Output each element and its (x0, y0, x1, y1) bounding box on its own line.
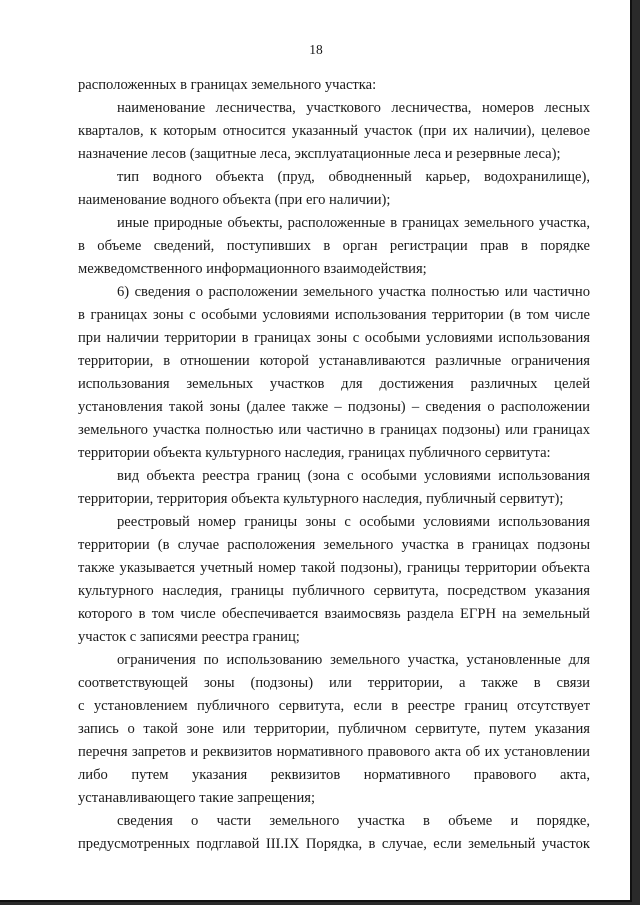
text-line: использования земельных участков для достижения различных целей (78, 376, 590, 392)
text-line: расположенных в границах земельного участка: (78, 77, 377, 93)
text-line: сведения о части земельного участка в объеме и порядке, (117, 813, 590, 829)
text-line: участок с записями реестра границ; (78, 629, 300, 645)
text-line: вид объекта реестра границ (зона с особыми условиями использования (117, 468, 590, 484)
text-line: наименование водного объекта (при его наличии); (78, 192, 391, 208)
text-line: территории (в случае расположения земельного участка в границах подзоны (78, 537, 590, 553)
text-line: тип водного объекта (пруд, обводненный карьер, водохранилище), (117, 169, 590, 185)
text-line: назначение лесов (защитные леса, эксплуатационные леса и резервные леса); (78, 146, 561, 162)
text-line: запись о такой зоне или территории, публичном сервитуте, путем указания (78, 721, 590, 737)
text-line: с установлением публичного сервитута, если в реестре границ отсутствует (78, 698, 590, 714)
text-line: при наличии территории в границах зоны с особыми условиями использования (78, 330, 590, 346)
text-line: кварталов, к которым относится указанный участок (при их наличии), целевое (78, 123, 590, 139)
text-line: ограничения по использованию земельного участка, установленные для (117, 652, 590, 668)
text-line: в объеме сведений, поступивших в орган регистрации прав в порядке (78, 238, 590, 254)
text-line: территории, территория объекта культурного наследия, публичный сервитут); (78, 491, 564, 507)
text-line: установления такой зоны (далее также – подзоны) – сведения о расположении (78, 399, 590, 415)
page-number: 18 (309, 42, 323, 57)
text-line: территории объекта культурного наследия, границах публичного сервитута: (78, 445, 551, 461)
text-line: предусмотренных подглавой III.IX Порядка, в случае, если земельный участок (78, 836, 590, 852)
text-line: устанавливающего такие запрещения; (78, 790, 316, 806)
text-line: земельного участка полностью или частично в границах подзоны) или границах (78, 422, 590, 438)
text-line: перечня запретов и реквизитов нормативного правового акта об их установлении (78, 744, 590, 760)
text-line: культурного наследия, границы публичного сервитута, посредством указания (78, 583, 590, 599)
text-line: территории, в отношении которой устанавливаются различные ограничения (78, 353, 590, 369)
text-line: 6) сведения о расположении земельного участка полностью или частично (117, 284, 590, 300)
text-line: межведомственного информационного взаимодействия; (78, 261, 427, 277)
text-line: наименование лесничества, участкового лесничества, номеров лесных (117, 100, 590, 116)
text-line: также указывается учетный номер такой подзоны), границы территории объекта (78, 560, 590, 576)
text-line: иные природные объекты, расположенные в границах земельного участка, (117, 215, 590, 231)
text-line: в границах зоны с особыми условиями использования территории (в том числе (78, 307, 590, 323)
text-line: реестровый номер границы зоны с особыми условиями использования (117, 514, 590, 530)
text-line: соответствующей зоны (подзоны) или территории, а также в связи (78, 675, 590, 691)
text-line: которого в том числе обеспечивается взаимосвязь раздела ЕГРН на земельный (78, 606, 590, 622)
text-line: либо путем указания реквизитов нормативного правового акта, (78, 767, 590, 783)
